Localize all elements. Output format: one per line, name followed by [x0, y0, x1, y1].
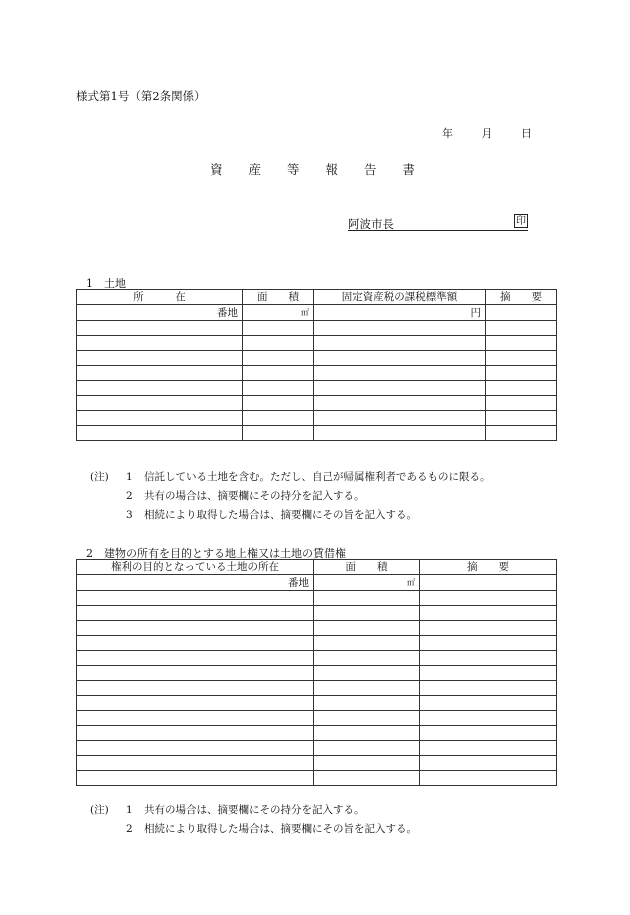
remarks-cell[interactable]: [420, 666, 557, 681]
table-row: [77, 321, 557, 336]
table-row: [77, 621, 557, 636]
remarks-cell[interactable]: [420, 636, 557, 651]
header-remarks: 摘 要: [486, 290, 557, 305]
table-row: [77, 636, 557, 651]
remarks-cell[interactable]: [486, 351, 557, 366]
note-item: [90, 487, 491, 506]
tax-base-cell[interactable]: [314, 336, 486, 351]
remarks-cell[interactable]: [486, 366, 557, 381]
area-cell[interactable]: [243, 381, 314, 396]
table-row: [77, 606, 557, 621]
remarks-cell[interactable]: [420, 696, 557, 711]
section1-title: 1 土地: [86, 277, 126, 290]
table-row: [77, 711, 557, 726]
land-location-cell[interactable]: 番地: [77, 575, 314, 591]
area-cell[interactable]: [314, 666, 420, 681]
area-cell[interactable]: [314, 651, 420, 666]
area-cell[interactable]: [314, 636, 420, 651]
table-row: [77, 426, 557, 441]
table-row: [77, 411, 557, 426]
table-row: [77, 726, 557, 741]
note-item: [90, 820, 417, 839]
area-cell[interactable]: [314, 621, 420, 636]
area-cell[interactable]: [314, 575, 420, 591]
seal-mark: 印: [516, 216, 526, 227]
table-row: [77, 756, 557, 771]
form-number: 様式第1号（第2条関係）: [76, 89, 206, 103]
note-text: 信託している土地を含む。ただし、自己が帰属権利者であるものに限る。: [144, 471, 491, 483]
area-cell[interactable]: [314, 591, 420, 606]
location-cell[interactable]: [77, 366, 243, 381]
table-row: [77, 696, 557, 711]
note-item: [90, 506, 491, 525]
remarks-cell[interactable]: [420, 726, 557, 741]
section1-notes: [90, 468, 491, 525]
leasehold-table: [76, 559, 557, 786]
area-cell[interactable]: [314, 756, 420, 771]
land-location-cell[interactable]: [77, 681, 314, 696]
land-location-cell[interactable]: [77, 741, 314, 756]
land-location-cell[interactable]: [77, 621, 314, 636]
area-cell[interactable]: [243, 305, 314, 321]
tax-base-cell[interactable]: [314, 351, 486, 366]
note-item: [90, 468, 491, 487]
land-location-cell[interactable]: [77, 651, 314, 666]
table-row: [77, 336, 557, 351]
note-text: 共有の場合は、摘要欄にその持分を記入する。: [144, 804, 365, 816]
location-cell[interactable]: [77, 381, 243, 396]
table-row: [77, 575, 557, 591]
table-row: [77, 591, 557, 606]
remarks-cell[interactable]: [420, 621, 557, 636]
note-text: 共有の場合は、摘要欄にその持分を記入する。: [144, 490, 365, 502]
date-month: 月: [481, 127, 493, 140]
area-cell[interactable]: [243, 366, 314, 381]
document-title: 資 産 等 報 告 書: [210, 162, 426, 177]
tax-base-cell[interactable]: 円: [314, 305, 486, 321]
area-cell[interactable]: [243, 351, 314, 366]
table-row: [77, 771, 557, 786]
area-cell[interactable]: [314, 771, 420, 786]
remarks-cell[interactable]: [420, 606, 557, 621]
area-cell[interactable]: [243, 321, 314, 336]
note-number: 2: [126, 823, 133, 835]
tax-base-cell[interactable]: [314, 426, 486, 441]
land-location-cell[interactable]: [77, 696, 314, 711]
remarks-cell[interactable]: [486, 321, 557, 336]
tax-base-cell[interactable]: [314, 381, 486, 396]
date-line: [442, 125, 532, 141]
remarks-cell[interactable]: [486, 305, 557, 321]
land-location-cell[interactable]: [77, 711, 314, 726]
table-row: [77, 351, 557, 366]
land-location-cell[interactable]: [77, 606, 314, 621]
area-cell[interactable]: [314, 696, 420, 711]
land-location-cell[interactable]: [77, 591, 314, 606]
land-location-cell[interactable]: [77, 771, 314, 786]
land-table-header: [77, 290, 557, 305]
area-cell[interactable]: [314, 711, 420, 726]
area-cell[interactable]: [314, 606, 420, 621]
area-cell[interactable]: [243, 411, 314, 426]
header-location: 所 在: [77, 290, 243, 305]
notes-label: (注): [90, 471, 109, 483]
remarks-cell[interactable]: [420, 756, 557, 771]
remarks-cell[interactable]: [420, 591, 557, 606]
table-row: [77, 741, 557, 756]
area-cell[interactable]: [314, 681, 420, 696]
land-table: [76, 289, 557, 441]
remarks-cell[interactable]: [486, 411, 557, 426]
header-tax-base: 固定資産税の課税標準額: [314, 290, 486, 305]
note-item: [90, 801, 417, 820]
location-cell[interactable]: [77, 411, 243, 426]
area-cell[interactable]: [243, 396, 314, 411]
area-unit: ㎡: [407, 578, 415, 587]
location-cell[interactable]: [77, 351, 243, 366]
notes-label: (注): [90, 804, 109, 816]
remarks-cell[interactable]: [486, 426, 557, 441]
leasehold-table-header: [77, 560, 557, 575]
header-area: 面 積: [314, 560, 420, 575]
header-remarks: 摘 要: [420, 560, 557, 575]
remarks-cell[interactable]: [420, 681, 557, 696]
date-year: 年: [442, 127, 453, 140]
table-row: [77, 396, 557, 411]
addressee-name: 阿波市長: [348, 217, 394, 231]
table-row: [77, 666, 557, 681]
area-cell[interactable]: [243, 426, 314, 441]
table-row: [77, 681, 557, 696]
header-area: 面 積: [243, 290, 314, 305]
area-cell[interactable]: [243, 336, 314, 351]
date-day: 日: [521, 127, 532, 140]
section2-title: 2 建物の所有を目的とする地上権又は土地の賃借権: [86, 547, 346, 560]
note-number: 1: [126, 804, 133, 816]
remarks-cell[interactable]: [486, 381, 557, 396]
table-row: [77, 381, 557, 396]
tax-base-cell[interactable]: [314, 396, 486, 411]
note-number: 1: [126, 471, 133, 483]
section2-notes: [90, 801, 417, 839]
remarks-cell[interactable]: [420, 651, 557, 666]
remarks-cell[interactable]: [420, 575, 557, 591]
area-unit: ㎡: [301, 308, 309, 317]
area-cell[interactable]: [314, 726, 420, 741]
addressee-line: [348, 216, 528, 231]
tax-base-cell[interactable]: [314, 366, 486, 381]
note-number: 3: [126, 509, 133, 521]
location-cell[interactable]: [77, 396, 243, 411]
location-cell[interactable]: [77, 321, 243, 336]
table-row: [77, 366, 557, 381]
land-location-cell[interactable]: [77, 636, 314, 651]
location-cell[interactable]: [77, 426, 243, 441]
area-cell[interactable]: [314, 741, 420, 756]
remarks-cell[interactable]: [420, 771, 557, 786]
tax-base-cell[interactable]: [314, 321, 486, 336]
land-location-cell[interactable]: [77, 756, 314, 771]
note-number: 2: [126, 490, 133, 502]
location-cell[interactable]: [77, 336, 243, 351]
remarks-cell[interactable]: [420, 711, 557, 726]
location-cell[interactable]: 番地: [77, 305, 243, 321]
note-text: 相続により取得した場合は、摘要欄にその旨を記入する。: [144, 823, 417, 835]
remarks-cell[interactable]: [486, 336, 557, 351]
remarks-cell[interactable]: [486, 396, 557, 411]
remarks-cell[interactable]: [420, 741, 557, 756]
table-row: [77, 305, 557, 321]
tax-base-cell[interactable]: [314, 411, 486, 426]
land-location-cell[interactable]: [77, 666, 314, 681]
note-text: 相続により取得した場合は、摘要欄にその旨を記入する。: [144, 509, 417, 521]
table-row: [77, 651, 557, 666]
header-land-location: 権利の目的となっている土地の所在: [77, 560, 314, 575]
land-location-cell[interactable]: [77, 726, 314, 741]
